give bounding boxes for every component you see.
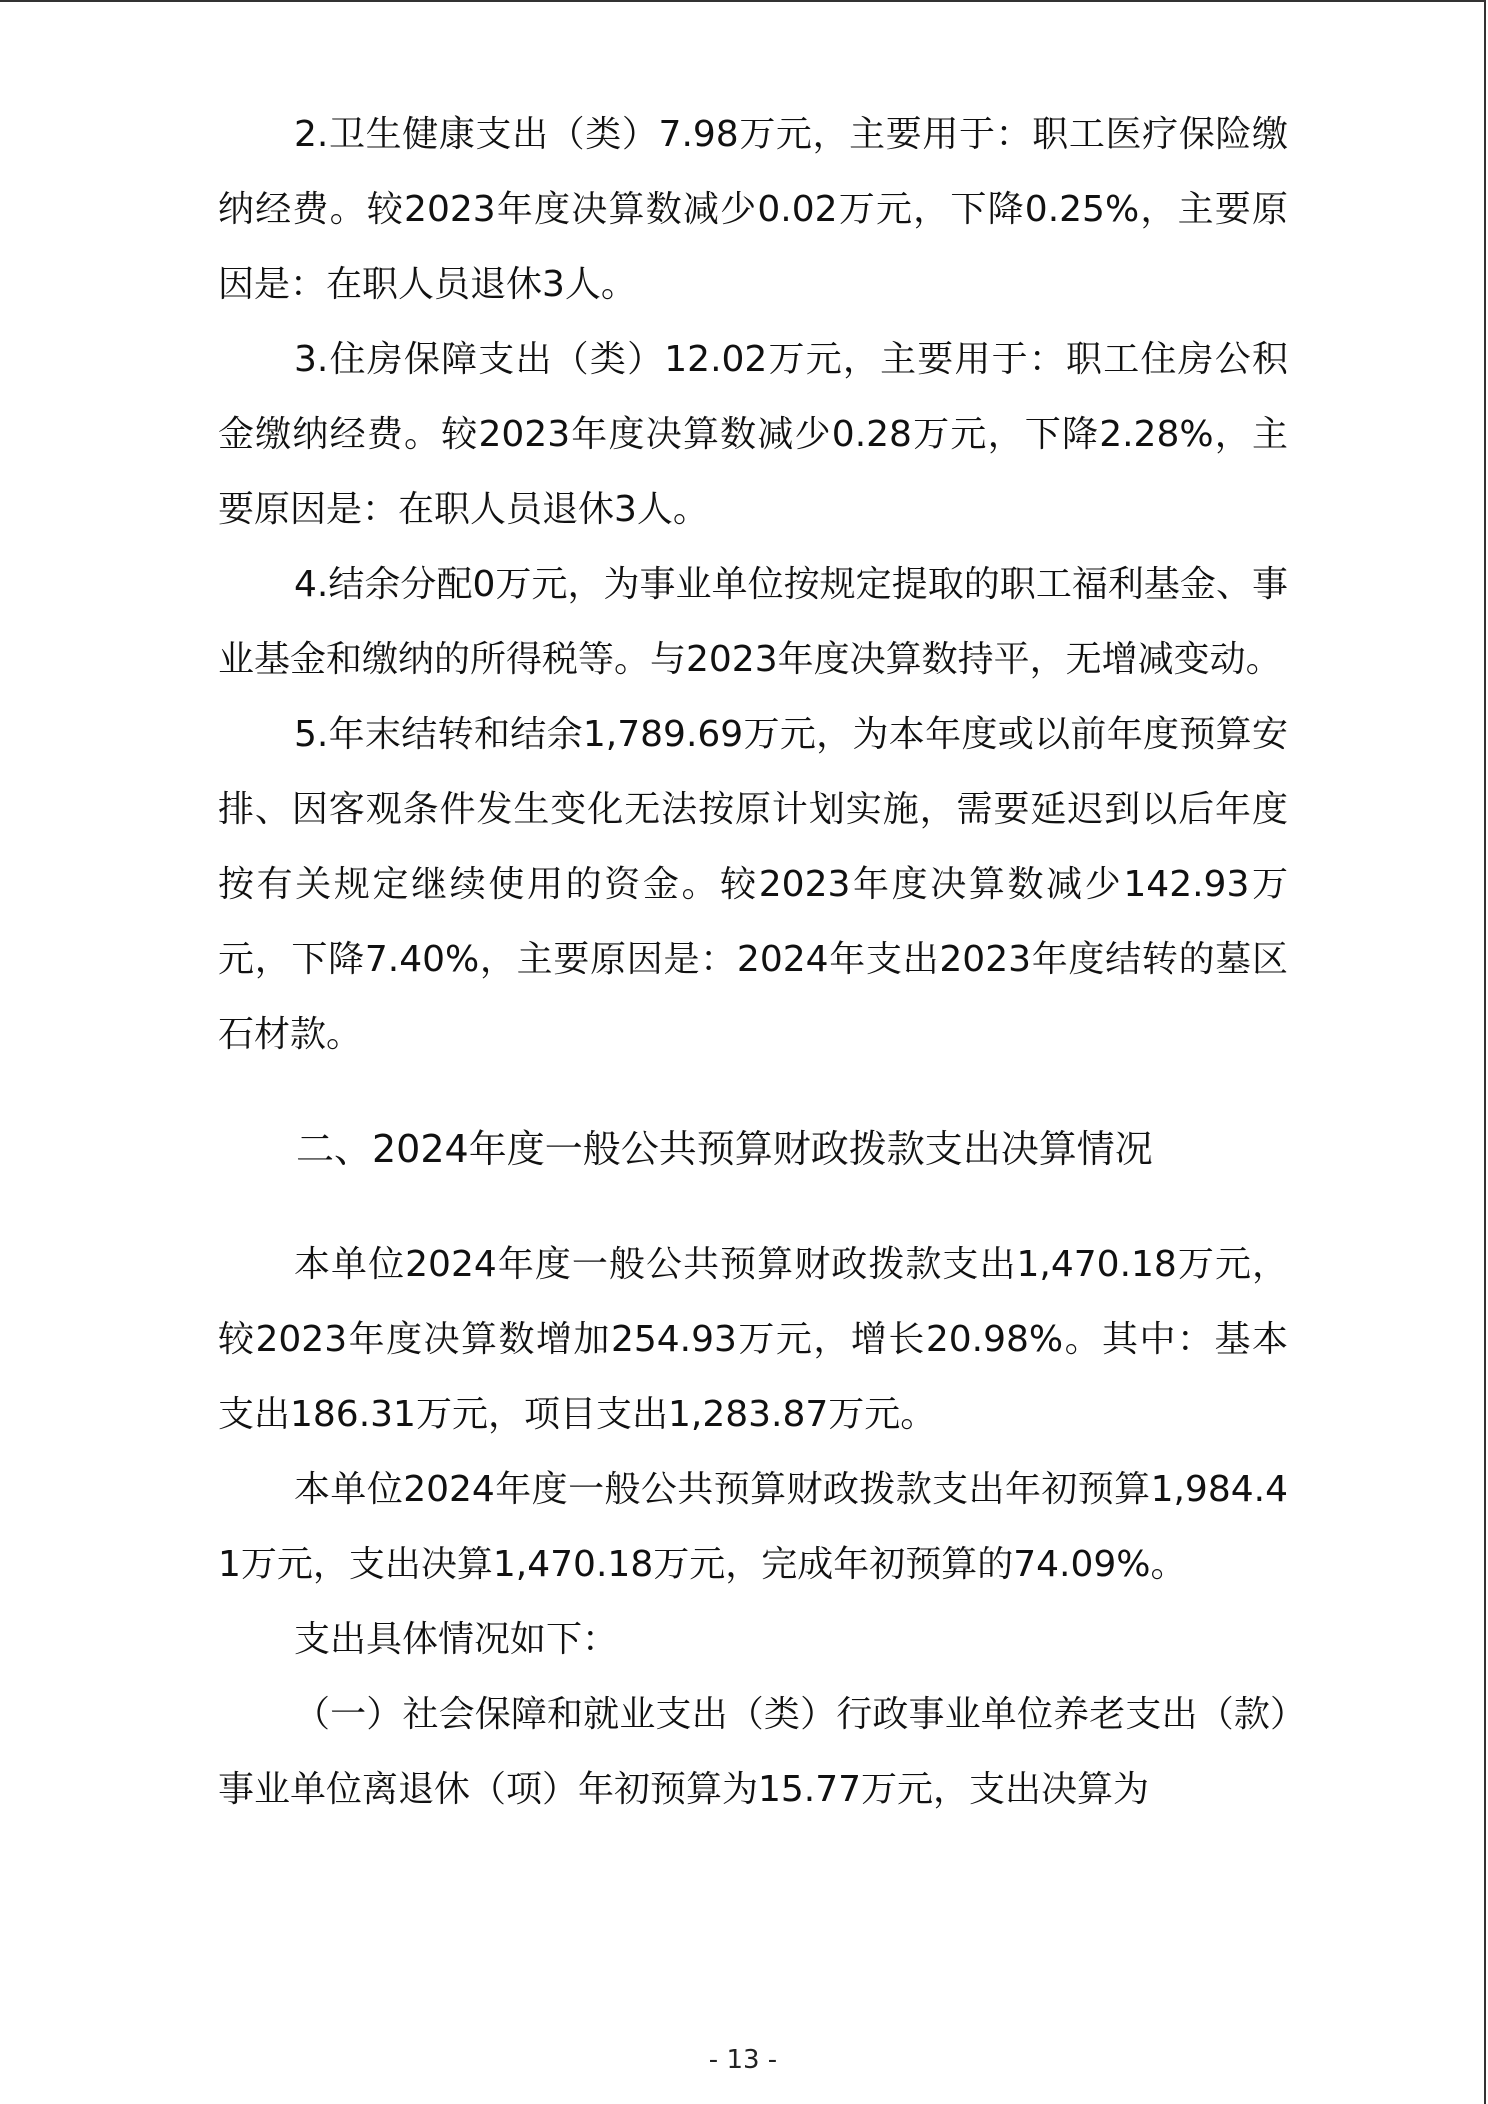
paragraph-year-end-balance: 5.年末结转和结余1,789.69万元，为本年度或以前年度预算安排、因客观条件发生变化无法按原计划实施，需要延迟到以后年度按有关规定继续使用的资金。较2023年度决算数减少142.93万元，下降7.40%，主要原因是：2024年支出2023年度结转的墓区石材款。 [218,714,1288,1055]
paragraph-surplus-distribution: 4.结余分配0万元，为事业单位按规定提取的职工福利基金、事业基金和缴纳的所得税等。与2023年度决算数持平，无增减变动。 [218,564,1288,680]
paragraph-social-security: （一）社会保障和就业支出（类）行政事业单位养老支出（款）事业单位离退休（项）年初预算为15.77万元，支出决算为 [218,1694,1288,1810]
paragraph-general-budget-expenditure: 本单位2024年度一般公共预算财政拨款支出1,470.18万元，较2023年度决算数增加254.93万元，增长20.98%。其中：基本支出186.31万元，项目支出1,283.87万元。 [218,1244,1288,1435]
page-number: - 13 - [708,2045,778,2075]
document-body [218,97,1288,1827]
paragraph-details-intro: 支出具体情况如下： [294,1619,619,1660]
section-heading: 二、2024年度一般公共预算财政拨款支出决算情况 [296,1127,1153,1171]
paragraph-budget-completion: 本单位2024年度一般公共预算财政拨款支出年初预算1,984.41万元，支出决算1,470.18万元，完成年初预算的74.09%。 [218,1469,1288,1585]
paragraph-health-expenditure: 2.卫生健康支出（类）7.98万元，主要用于：职工医疗保险缴纳经费。较2023年度决算数减少0.02万元，下降0.25%，主要原因是：在职人员退休3人。 [218,114,1288,305]
paragraph-housing-expenditure: 3.住房保障支出（类）12.02万元，主要用于：职工住房公积金缴纳经费。较2023年度决算数减少0.28万元，下降2.28%，主要原因是：在职人员退休3人。 [218,339,1288,530]
